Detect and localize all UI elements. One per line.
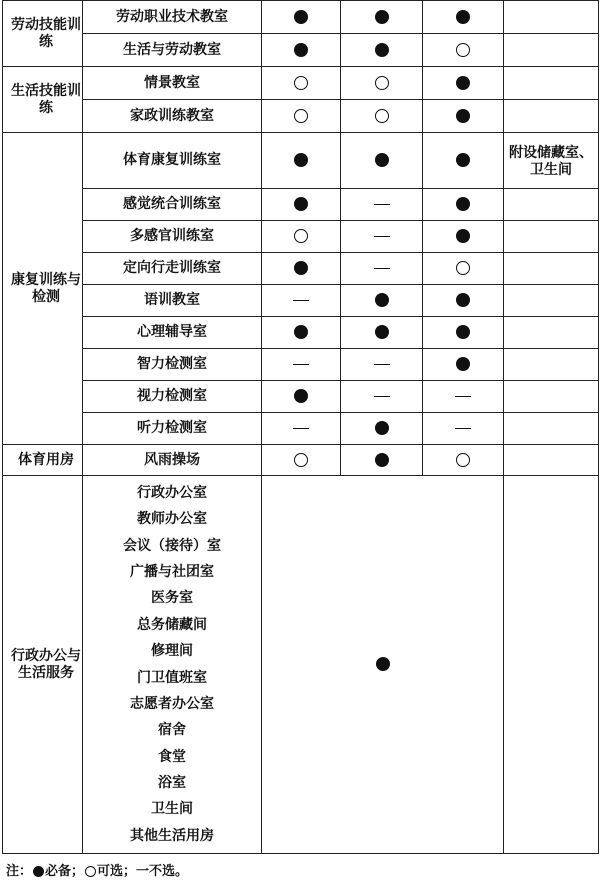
admin-room: 会议（接待）室 — [123, 537, 221, 554]
table-row — [3, 67, 599, 100]
category-admin-label: 行政办公与生活服务 — [11, 647, 81, 681]
not-selected-dash-icon — [293, 300, 309, 301]
mark-cell — [262, 413, 341, 445]
table-row — [3, 34, 599, 67]
mark-cell — [262, 253, 341, 285]
optional-circle-icon — [456, 261, 470, 275]
required-dot-icon — [294, 389, 308, 403]
room-name: 心理辅导室 — [83, 317, 262, 349]
table-row — [3, 100, 599, 133]
not-selected-dash-icon — [374, 204, 390, 205]
room-name: 语训教室 — [83, 285, 262, 317]
mark-cell — [341, 67, 423, 100]
note-cell — [504, 34, 599, 67]
mark-cell — [262, 349, 341, 381]
admin-room: 卫生间 — [151, 801, 193, 818]
room-name: 多感官训练室 — [83, 221, 262, 253]
category-labor: 劳动技能训练 — [3, 1, 83, 67]
category-admin — [3, 476, 83, 854]
note-cell — [504, 445, 599, 476]
optional-circle-icon — [85, 866, 96, 877]
required-dot-icon — [294, 153, 308, 167]
required-dot-icon — [456, 109, 470, 123]
admin-room: 广播与社团室 — [130, 563, 214, 580]
mark-cell — [341, 34, 423, 67]
room-name: 劳动职业技术教室 — [83, 1, 262, 34]
note-cell — [504, 189, 599, 221]
optional-circle-icon — [294, 76, 308, 90]
room-name: 生活与劳动教室 — [83, 34, 262, 67]
mark-cell — [423, 34, 504, 67]
mark-cell — [262, 34, 341, 67]
room-requirements-table — [2, 0, 599, 854]
required-dot-icon — [456, 76, 470, 90]
room-name: 家政训练教室 — [83, 100, 262, 133]
category-sports: 体育用房 — [3, 445, 83, 476]
mark-cell — [262, 476, 504, 854]
admin-room: 志愿者办公室 — [130, 695, 214, 712]
mark-cell — [423, 349, 504, 381]
mark-cell — [423, 317, 504, 349]
admin-room: 教师办公室 — [137, 511, 207, 528]
mark-cell — [423, 67, 504, 100]
admin-room: 总务储藏间 — [137, 616, 207, 633]
table-row — [3, 253, 599, 285]
required-dot-icon — [294, 43, 308, 57]
required-dot-icon — [294, 197, 308, 211]
mark-cell — [341, 285, 423, 317]
table-row — [3, 189, 599, 221]
note-cell — [504, 100, 599, 133]
mark-cell — [423, 285, 504, 317]
table-row — [3, 413, 599, 445]
room-name: 视力检测室 — [83, 381, 262, 413]
optional-circle-icon — [294, 453, 308, 467]
admin-room: 宿舍 — [158, 722, 186, 739]
required-dot-icon — [375, 421, 389, 435]
admin-room: 浴室 — [158, 775, 186, 792]
room-name: 定向行走训练室 — [83, 253, 262, 285]
not-selected-dash-icon — [293, 428, 309, 429]
mark-cell — [423, 189, 504, 221]
mark-cell — [262, 1, 341, 34]
mark-cell — [262, 285, 341, 317]
admin-room: 修理间 — [151, 643, 193, 660]
category-life: 生活技能训练 — [3, 67, 83, 133]
mark-cell — [341, 445, 423, 476]
optional-circle-icon — [456, 453, 470, 467]
note-cell — [504, 253, 599, 285]
required-dot-icon — [294, 261, 308, 275]
mark-cell — [423, 133, 504, 189]
required-dot-icon — [456, 229, 470, 243]
table-row — [3, 133, 599, 189]
footnote — [6, 860, 188, 879]
optional-circle-icon — [456, 43, 470, 57]
admin-room: 食堂 — [158, 748, 186, 765]
note-cell — [504, 349, 599, 381]
category-rehab: 康复训练与检测 — [3, 133, 83, 445]
required-dot-icon — [375, 153, 389, 167]
mark-cell — [262, 317, 341, 349]
required-dot-icon — [456, 293, 470, 307]
not-selected-dash-icon — [374, 268, 390, 269]
mark-cell — [262, 133, 341, 189]
not-selected-dash-icon — [455, 396, 471, 397]
mark-cell — [423, 413, 504, 445]
room-name: 情景教室 — [83, 67, 262, 100]
note-cell: 附设储藏室、卫生间 — [504, 133, 599, 189]
optional-circle-icon — [294, 109, 308, 123]
mark-cell — [262, 189, 341, 221]
not-selected-dash-icon — [374, 364, 390, 365]
required-dot-icon — [375, 43, 389, 57]
mark-cell — [262, 221, 341, 253]
required-dot-icon — [456, 325, 470, 339]
required-dot-icon — [375, 10, 389, 24]
table-row — [3, 349, 599, 381]
required-dot-icon — [456, 153, 470, 167]
optional-circle-icon — [375, 109, 389, 123]
footnote-required: 必备； — [45, 864, 85, 879]
required-dot-icon — [294, 325, 308, 339]
required-dot-icon — [375, 453, 389, 467]
mark-cell — [341, 133, 423, 189]
table-row — [3, 1, 599, 34]
footnote-not-selected: 一不选。 — [136, 864, 189, 879]
table-row — [3, 285, 599, 317]
required-dot-icon — [376, 657, 390, 671]
note-cell — [504, 317, 599, 349]
admin-room: 其他生活用房 — [130, 827, 214, 844]
admin-room: 行政办公室 — [137, 484, 207, 501]
mark-cell — [341, 413, 423, 445]
mark-cell — [423, 253, 504, 285]
room-name: 感觉统合训练室 — [83, 189, 262, 221]
admin-room: 医务室 — [151, 590, 193, 607]
mark-cell — [262, 445, 341, 476]
mark-cell — [262, 100, 341, 133]
table-row — [3, 476, 599, 854]
mark-cell — [423, 221, 504, 253]
required-dot-icon — [456, 10, 470, 24]
room-name: 智力检测室 — [83, 349, 262, 381]
note-cell — [504, 285, 599, 317]
mark-cell — [262, 67, 341, 100]
table-row — [3, 221, 599, 253]
table-row — [3, 381, 599, 413]
mark-cell — [423, 445, 504, 476]
not-selected-dash-icon — [455, 428, 471, 429]
admin-room: 门卫值班室 — [137, 669, 207, 686]
note-cell — [504, 1, 599, 34]
mark-cell — [341, 189, 423, 221]
mark-cell — [423, 100, 504, 133]
required-dot-icon — [33, 866, 44, 877]
mark-cell — [262, 381, 341, 413]
mark-cell — [341, 381, 423, 413]
mark-cell — [341, 317, 423, 349]
room-name: 体育康复训练室 — [83, 133, 262, 189]
note-cell — [504, 67, 599, 100]
optional-circle-icon — [294, 229, 308, 243]
table-row — [3, 445, 599, 476]
mark-cell — [341, 1, 423, 34]
required-dot-icon — [375, 293, 389, 307]
required-dot-icon — [456, 357, 470, 371]
note-cell — [504, 413, 599, 445]
not-selected-dash-icon — [374, 396, 390, 397]
not-selected-dash-icon — [293, 364, 309, 365]
admin-room-list — [83, 476, 262, 854]
optional-circle-icon — [375, 76, 389, 90]
required-dot-icon — [456, 197, 470, 211]
note-cell — [504, 476, 599, 854]
required-dot-icon — [294, 10, 308, 24]
mark-cell — [341, 100, 423, 133]
not-selected-dash-icon — [374, 236, 390, 237]
required-dot-icon — [375, 325, 389, 339]
mark-cell — [341, 253, 423, 285]
mark-cell — [341, 221, 423, 253]
footnote-optional: 可选； — [97, 864, 137, 879]
room-name: 风雨操场 — [83, 445, 262, 476]
mark-cell — [423, 1, 504, 34]
note-cell — [504, 381, 599, 413]
room-name: 听力检测室 — [83, 413, 262, 445]
mark-cell — [423, 381, 504, 413]
mark-cell — [341, 349, 423, 381]
footnote-prefix: 注： — [6, 864, 33, 879]
table-row — [3, 317, 599, 349]
note-cell — [504, 221, 599, 253]
